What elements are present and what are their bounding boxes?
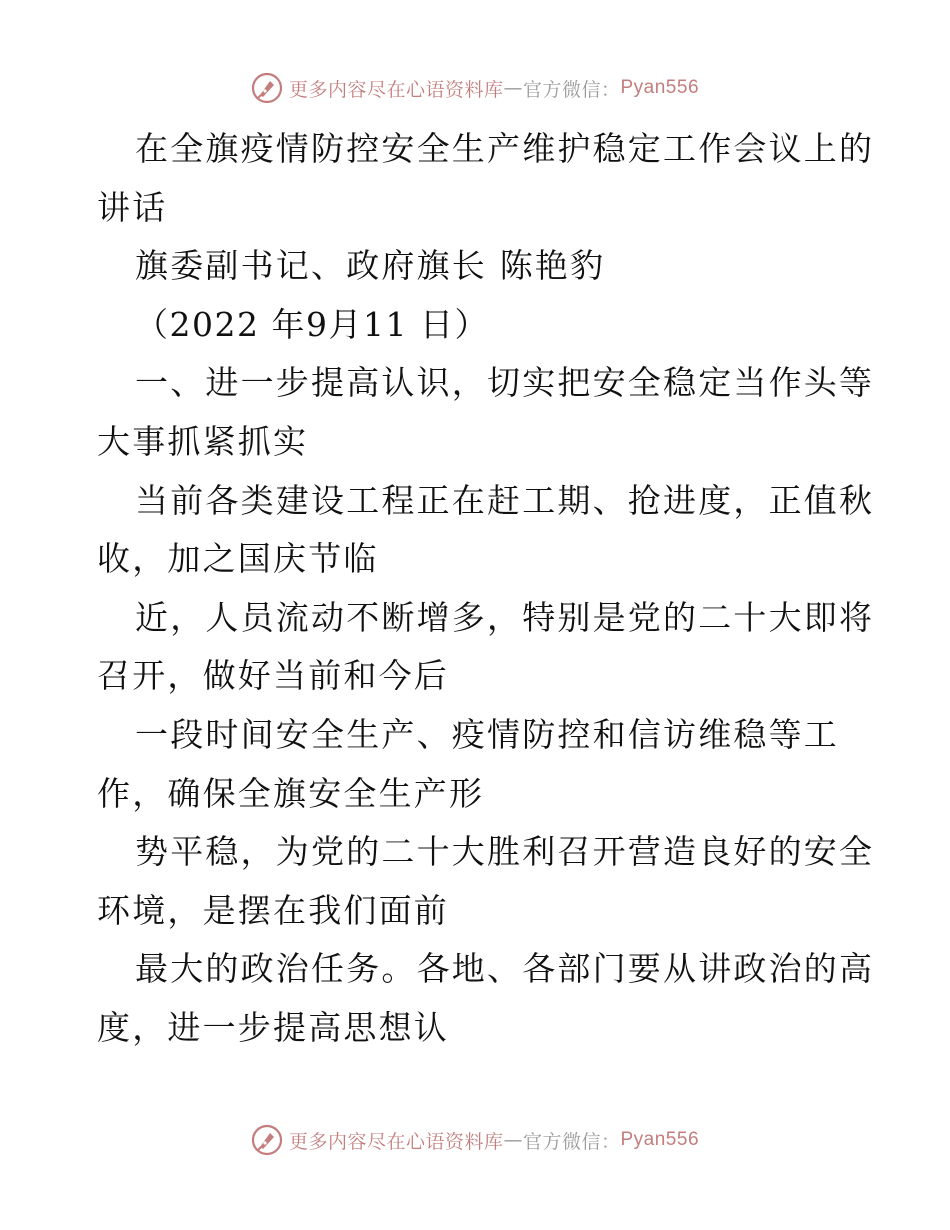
watermark-dash: — — [503, 1129, 523, 1151]
doc-paragraph-line: 近，人员流动不断增多，特别是党的二十大即将 — [135, 597, 875, 637]
doc-author: 旗委副书记、政府旗长 陈艳豹 — [135, 246, 606, 286]
watermark-text: 更多内容尽在心语资料库 — [288, 1130, 504, 1153]
doc-paragraph-line: 当前各类建设工程正在赶工期、抢进度，正值秋 — [135, 480, 875, 520]
header-watermark — [0, 72, 950, 104]
footer-watermark — [0, 1124, 950, 1156]
doc-paragraph-line: 环境，是摆在我们面前 — [97, 890, 449, 930]
watermark-wechat-label: 官方微信： — [522, 1130, 621, 1153]
pen-nib-logo-icon — [251, 72, 283, 104]
doc-section-heading-line-2: 大事抓紧抓实 — [97, 421, 309, 461]
doc-paragraph-line: 收，加之国庆节临 — [97, 539, 379, 579]
doc-title-line-1: 在全旗疫情防控安全生产维护稳定工作会议上的 — [135, 129, 875, 168]
document-body — [97, 120, 875, 1058]
watermark-wechat-id: Pyan556 — [620, 77, 700, 98]
doc-paragraph-line: 度，进一步提高思想认 — [97, 1007, 449, 1047]
doc-paragraph-line: 作，确保全旗安全生产形 — [97, 773, 485, 813]
doc-paragraph-line: 召开，做好当前和今后 — [97, 656, 449, 696]
doc-paragraph-line: 最大的政治任务。各地、各部门要从讲政治的高 — [135, 949, 875, 989]
doc-section-heading-line-1: 一、进一步提高认识，切实把安全稳定当作头等 — [135, 363, 875, 403]
doc-paragraph-line: 一段时间安全生产、疫情防控和信访维稳等工 — [135, 714, 839, 754]
watermark-dash: — — [503, 77, 523, 99]
doc-paragraph-line: 势平稳，为党的二十大胜利召开营造良好的安全 — [135, 832, 875, 872]
pen-nib-logo-icon — [251, 1124, 283, 1156]
doc-date: （2022 年9月11 日） — [135, 304, 489, 344]
watermark-wechat-label: 官方微信： — [522, 78, 621, 101]
watermark-text: 更多内容尽在心语资料库 — [288, 78, 504, 101]
doc-title-line-2: 讲话 — [97, 187, 168, 227]
watermark-wechat-id: Pyan556 — [620, 1129, 700, 1150]
